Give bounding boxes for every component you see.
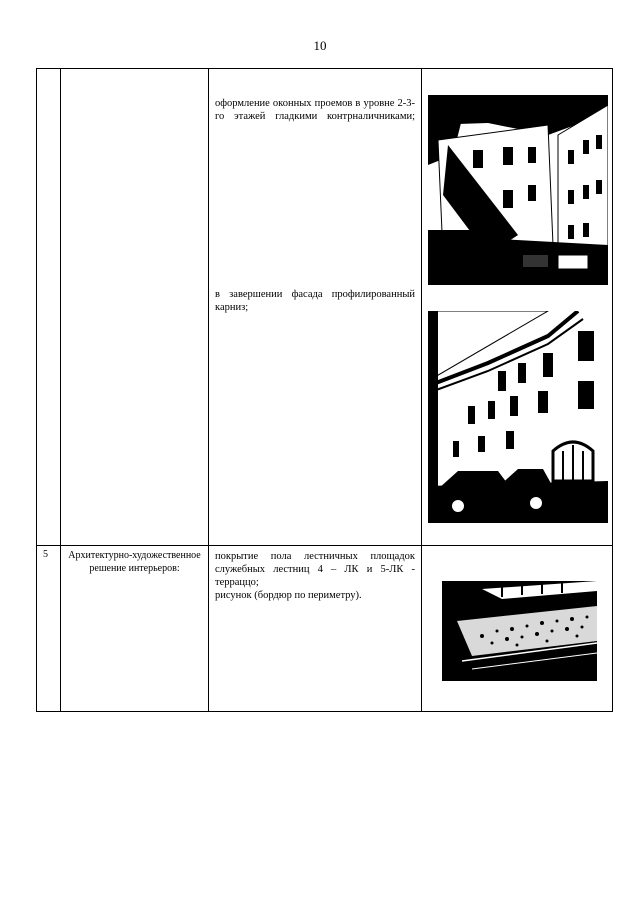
floor-covering-text: покрытие пола лестничных площадок служебных лестниц 4 – ЛК и 5-ЛК - терраццо; [215, 551, 415, 589]
facade-cornice-photo [428, 311, 608, 523]
window-trim-text: оформление оконных проемов в уровне 2-3-го этажей гладкими контрналичниками; [215, 98, 415, 123]
row-number-cell [37, 69, 61, 546]
table-row [37, 546, 613, 712]
description-cell [209, 69, 422, 546]
row-number-cell: 5 [37, 546, 61, 712]
photo-cell [422, 546, 613, 712]
page-number: 10 [313, 38, 327, 53]
section-title-cell [61, 69, 209, 546]
cornice-text: в завершении фасада профилированный карниз; [215, 289, 415, 314]
document-table [36, 68, 613, 712]
terrazzo-floor-photo [442, 581, 597, 681]
building-courtyard-photo [428, 95, 608, 285]
description-cell [209, 546, 422, 712]
section-title-cell: Архитектурно-художественное решение интерьеров: [61, 546, 209, 712]
photo-cell [422, 69, 613, 546]
table-row [37, 69, 613, 546]
border-pattern-text: рисунок (бордюр по периметру). [215, 590, 362, 602]
